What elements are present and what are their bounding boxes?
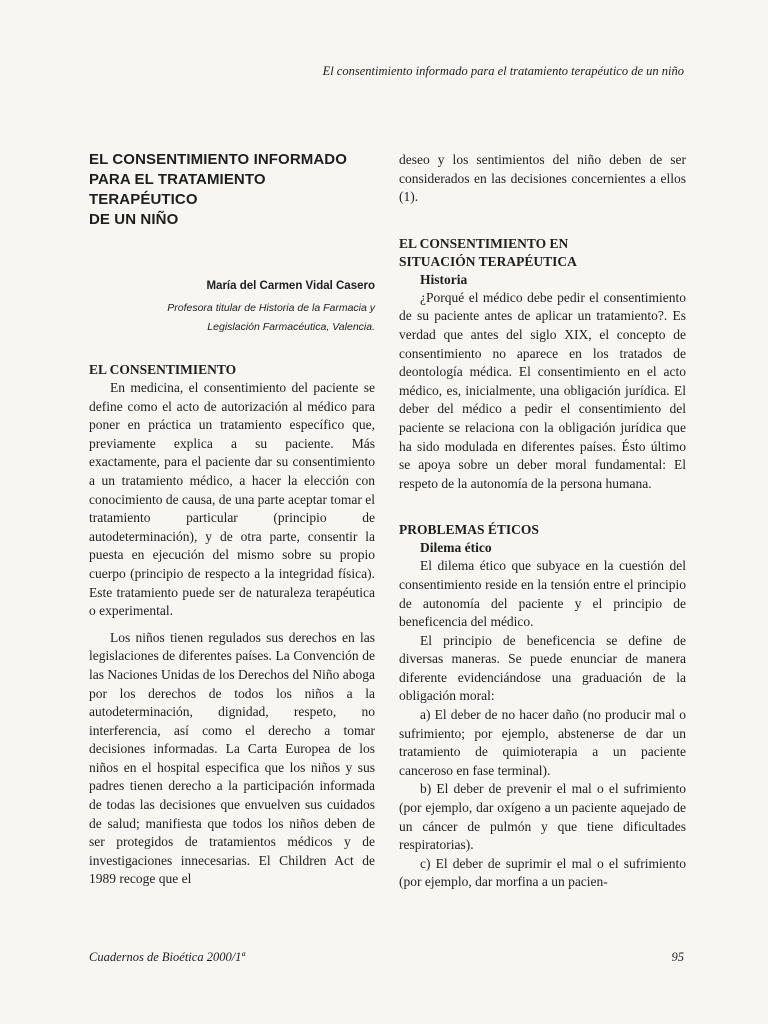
list-paragraph: a) El deber de no hacer daño (no producir mal o sufrimiento; por ejemplo, abstenerse de dar un tratamiento de quimioterapia a un paciente canceroso en fase terminal).: [399, 707, 686, 778]
body-paragraph: Los niños tienen regulados sus derechos en las legislaciones de diferentes países. La Convención de las Naciones Unidas de los Derechos del Niño aboga por los derechos de todos los niños a la autodeterminación, dignidad, respeto, no interferencia, así como el derecho a tomar decisiones informadas. La Carta Europea de los niños en el hospital especifica que los niños y sus padres tienen derecho a la participación informada de todas las decisiones que envuelven sus cuidados de salud; manifiesta que todos los niños deben de ser protegidos de tratamientos médicos y de investigaciones innecesarias. El Children Act de 1989 recoge que el: [89, 629, 375, 887]
title-line: EL CONSENTIMIENTO INFORMADO: [89, 151, 347, 168]
author-block: [89, 278, 375, 337]
section-heading: PROBLEMAS ÉTICOS: [399, 522, 539, 538]
running-header: El consentimiento informado para el tratamiento terapéutico de un niño: [322, 64, 684, 78]
list-paragraph: b) El deber de prevenir el mal o el sufrimiento (por ejemplo, dar oxígeno a un paciente aquejado de un cáncer de pulmón y que tiene dificultades respiratorias).: [399, 781, 686, 853]
body-paragraph: El principio de beneficencia se define de diversas maneras. Se puede enunciar de manera diferente evidenciándose una graduación de la obligación moral:: [399, 632, 686, 704]
section-heading: [399, 235, 686, 271]
subheading: Dilema ético: [420, 540, 492, 556]
affiliation-line: Legislación Farmacéutica, Valencia.: [207, 321, 375, 333]
author-name: María del Carmen Vidal Casero: [206, 280, 375, 292]
section-heading: EL CONSENTIMIENTO: [89, 362, 237, 377]
right-column: [399, 151, 686, 892]
title-line: DE UN NIÑO: [89, 211, 179, 228]
body-paragraph-continuation: deseo y los sentimientos del niño deben de ser considerados en las decisiones concernientes a ellos (1).: [399, 152, 686, 205]
list-paragraph: c) El deber de suprimir el mal o el sufrimiento (por ejemplo, dar morfina a un pacien-: [399, 855, 686, 890]
left-column: [89, 150, 375, 889]
subheading: Historia: [420, 271, 468, 287]
footer-journal: Cuadernos de Bioética 2000/1ª: [89, 950, 245, 964]
page-number: 95: [671, 950, 684, 964]
affiliation-line: Profesora titular de Historia de la Farmacia y: [167, 302, 375, 314]
body-paragraph: El dilema ético que subyace en la cuestión del consentimiento reside en la tensión entre el principio de autonomía del paciente y el principio de beneficencia del médico.: [399, 558, 686, 630]
title-line: PARA EL TRATAMIENTO TERAPÉUTICO: [89, 171, 266, 208]
article-title: [89, 150, 375, 230]
heading-line: EL CONSENTIMIENTO EN: [399, 235, 569, 251]
body-paragraph: En medicina, el consentimiento del paciente se define como el acto de autorización al médico para poner en práctica un tratamiento específico que, previamente explica a su paciente. Más exactamente, para el paciente dar su consentimiento a un tratamiento médico, a hacer la elección con conocimiento de causa, de una parte aceptar tomar el tratamiento particular (principio de autodeterminación), y de otra parte, consentir la puesta en ejecución del mismo sobre su propio cuerpo (principio de respecto a la integridad física). Este tratamiento puede ser de naturaleza terapéutica o experimental.: [89, 380, 375, 619]
body-paragraph: ¿Porqué el médico debe pedir el consentimiento de su paciente antes de aplicar un tratamiento?. Es verdad que antes del siglo XIX, el concepto de consentimiento no aparece en los tratados de deontología médica. El consentimiento en el acto médico, es, inicialmente, una obligación jurídica. El deber del médico a pedir el consentimiento del paciente se relaciona con la obligación jurídica que ha sido modulada en diferentes países. Ésto último se apoya sobre un deber moral fundamental: El respeto de la autonomía de la persona humana.: [399, 289, 686, 491]
heading-line: SITUACIÓN TERAPÉUTICA: [399, 253, 577, 269]
